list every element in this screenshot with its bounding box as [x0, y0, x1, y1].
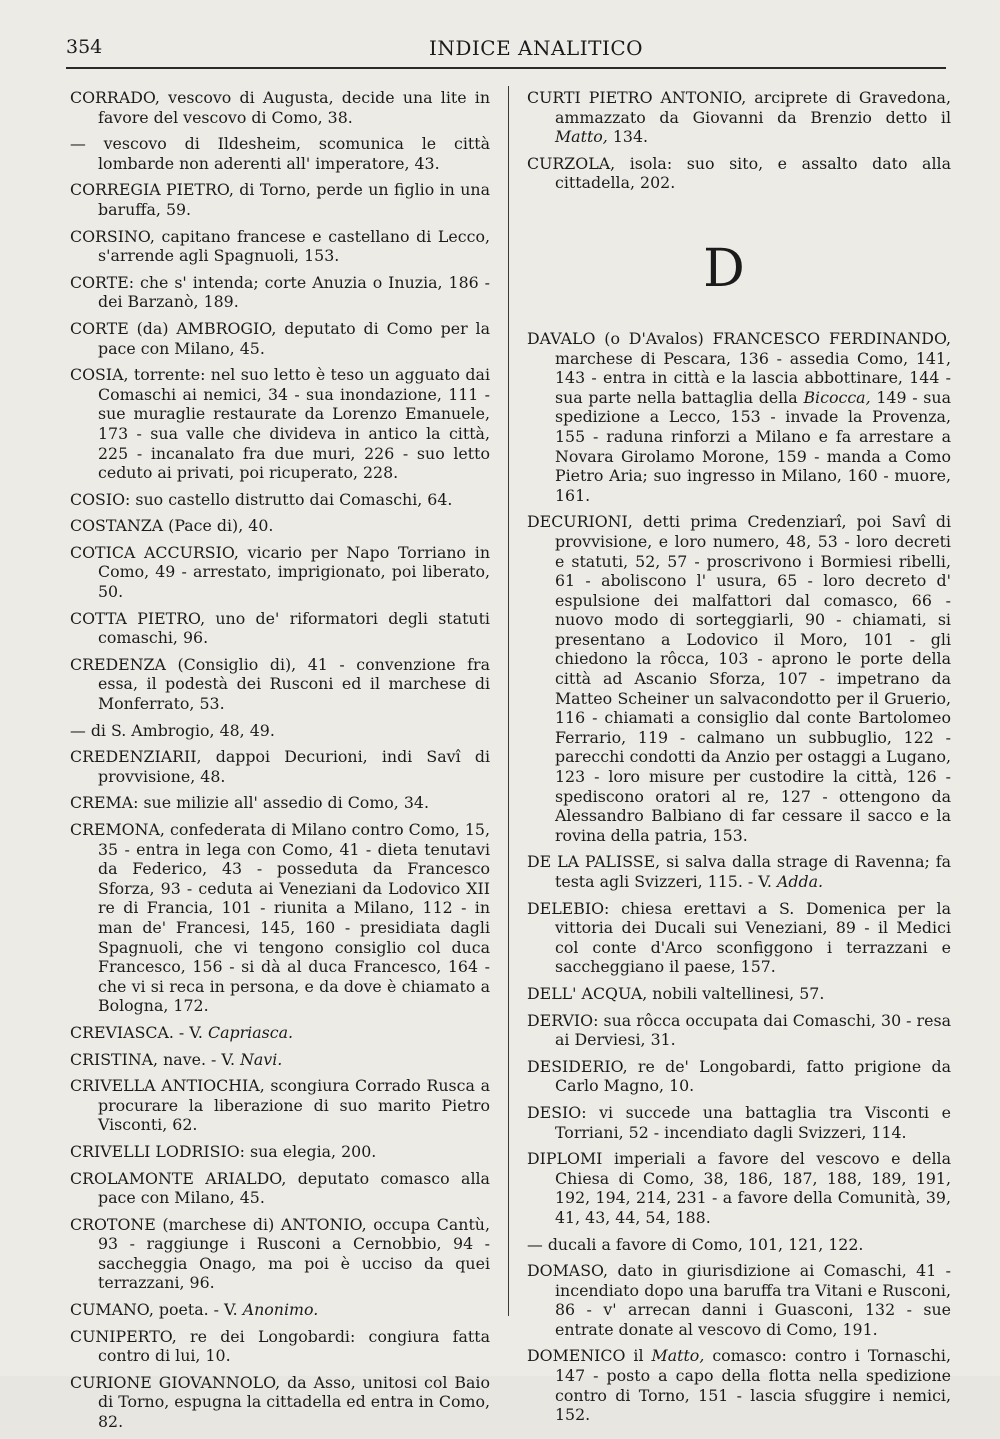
entry-head: DESIDERIO, — [527, 1056, 628, 1076]
section-letter: D — [703, 238, 745, 299]
page-header — [66, 36, 946, 68]
entry-italic: Anonimo. — [242, 1300, 319, 1320]
entry-text: di Torno, perde un figlio in una baruffa, 59. — [98, 180, 490, 219]
entry-text: uno de' riformatori degli statuti comaschi, 96. — [98, 608, 490, 648]
index-entry — [70, 134, 490, 173]
index-entry — [527, 1103, 951, 1142]
entry-text: si salva dalla strage di Ravenna; fa testa agli Svizzeri, 115. - V. — [555, 852, 951, 891]
index-entry — [70, 1142, 490, 1162]
entry-head: DELL' ACQUA, — [527, 983, 648, 1003]
entry-head: CREDENZIARII, — [70, 747, 202, 767]
index-entry — [527, 1057, 951, 1096]
index-entry — [70, 227, 490, 266]
index-entry — [527, 984, 951, 1004]
entry-text: sua rôcca occupata dai Comaschi, 30 - resa ai Derviesi, 31. — [555, 1010, 951, 1050]
entry-italic: Navi. — [240, 1049, 283, 1069]
entry-text: sue milizie all' assedio di Como, 34. — [138, 793, 429, 813]
index-entry — [70, 1169, 490, 1208]
entry-head: CORSINO, — [70, 226, 155, 246]
index-entry — [70, 1327, 490, 1366]
entry-head: — — [527, 1234, 543, 1254]
entry-head: DAVALO — [527, 328, 596, 348]
running-head: INDICE ANALITICO — [428, 36, 644, 60]
index-entry — [527, 1346, 951, 1424]
entry-tail: 134. — [607, 127, 649, 147]
entry-text: nobili valtellinesi, 57. — [647, 983, 825, 1003]
entry-italic: Matto, — [651, 1346, 705, 1366]
entry-head: DOMENICO — [527, 1346, 626, 1366]
column-divider — [508, 86, 509, 1316]
entry-text: di S. Ambrogio, 48, 49. — [85, 720, 275, 740]
entry-head: DOMASO, — [527, 1261, 609, 1281]
index-entry — [527, 1261, 951, 1339]
entry-text: imperiali a favore del vescovo e della Chiesa di Como, 38, 186, 187, 188, 189, 191, 192, 194, 214, 231 - a favore della Comunità, 39, 41, 43, 44, 54, 188. — [555, 1149, 951, 1227]
entry-head: DIPLOMI — [527, 1149, 603, 1169]
entry-text: deputato di Como per la pace con Milano, 45. — [98, 318, 490, 358]
entry-head: CROTONE — [70, 1214, 156, 1234]
index-entry — [527, 1011, 951, 1050]
index-entry — [70, 516, 490, 536]
index-entry — [70, 319, 490, 358]
entry-head: CREDENZA — [70, 654, 166, 674]
entry-head: CORRADO, — [70, 88, 160, 107]
index-entry — [70, 721, 490, 741]
entry-head: DELEBIO: — [527, 898, 610, 918]
entry-text: detti prima Credenziarî, poi Savî di provvisione, e loro numero, 48, 53 - loro decreti e statuti, 52, 57 - proscrivono i Bormiesi ribelli, 61 - aboliscono l' usura, 65 - loro decreto d' espulsione dei malfattori dal comasco, 66 - nuovo modo di sorteggiarli, 90 - chiamati, si presentano a Lodovico il Moro, 101 - gli chiedono la rôcca, 103 - aprono le porte della città ad Ascanio Sforza, 107 - impetrano da Matteo Scheiner un salvacondotto per il Gruerio, 116 - chiamati a consiglio dal conte Bartolomeo Ferrario, 119 - calmano un subbuglio, 122 - parecchi condotti da Anzio per ostaggi a Lugano, 123 - loro misure per custodire la città, 126 - spediscono oratori al re, 127 - ottengono da Alessandro Balbiano di far cessare il sacco e la rovina della patria, 153. — [555, 512, 951, 845]
right-column — [527, 88, 951, 1432]
entry-head: CROLAMONTE ARIALDO, — [70, 1168, 287, 1188]
entry-head: DECURIONI, — [527, 512, 633, 532]
entry-head: CREMA: — [70, 793, 139, 813]
entry-text: isola: suo sito, e assalto dato alla cittadella, 202. — [555, 153, 951, 193]
entry-text: confederata di Milano contro Como, 15, 35 - entra in lega con Como, 41 - dieta tenutavi da Federico, 43 - posseduta da Francesco Sforza, 93 - ceduta ai Veneziani da Lodovico XII re di Francia, 101 - riunita a Milano, 112 - in man de' Francesi, 145, 160 - presidiata dagli Spagnuoli, che vi tengono consiglio col duca Francesco, 156 - si dà al duca Francesco, 164 - che vi si reca in persona, e da dove è chiamato a Bologna, 172. — [98, 820, 490, 1016]
entry-text: da Asso, unitosi col Baio di Torno, espugna la cittadella ed entra in Como, 82. — [98, 1372, 490, 1432]
entry-head: CRIVELLA ANTIOCHIA, — [70, 1076, 265, 1096]
entry-head: DERVIO: — [527, 1010, 599, 1030]
index-entry — [70, 1373, 490, 1432]
index-entry — [70, 1300, 490, 1320]
left-column — [70, 88, 490, 1439]
entry-text: sua elegia, 200. — [244, 1141, 377, 1161]
entry-head: CRIVELLI LODRISIO: — [70, 1141, 245, 1161]
index-entry — [527, 512, 951, 845]
index-entry — [70, 1023, 490, 1043]
entry-text: arciprete di Gravedona, ammazzato da Giovanni da Brenzio detto il — [555, 88, 951, 127]
entry-text: re de' Longobardi, fatto prigione da Carlo Magno, 10. — [555, 1056, 951, 1096]
entry-head: CREMONA, — [70, 820, 165, 839]
entry-italic: Capriasca. — [207, 1022, 294, 1042]
index-entry — [70, 273, 490, 312]
index-entry — [70, 1076, 490, 1135]
entry-head: COTTA PIETRO, — [70, 608, 206, 628]
entry-text: nave. - V. — [158, 1049, 241, 1069]
entry-head: CURIONE GIOVANNOLO, — [70, 1372, 281, 1392]
entry-head: CURTI PIETRO ANTONIO, — [527, 88, 747, 107]
index-entry — [527, 852, 951, 891]
index-entry — [527, 88, 951, 147]
entry-text: suo castello distrutto dai Comaschi, 64. — [130, 489, 453, 509]
index-entry — [70, 1050, 490, 1070]
index-entry — [70, 609, 490, 648]
entry-head: CORREGIA PIETRO, — [70, 180, 234, 200]
entry-head: — — [70, 134, 86, 154]
index-entry — [70, 820, 490, 1016]
entry-text: (Consiglio di), 41 - convenzione fra essa, il podestà dei Rusconi ed il marchese di Monferrato, 53. — [98, 654, 490, 714]
entry-head: COSIA, — [70, 365, 129, 385]
entry-text: deputato comasco alla pace con Milano, 45. — [98, 1168, 490, 1208]
entry-text: dappoi Decurioni, indi Savî di provvisione, 48. — [98, 747, 490, 786]
entry-head: CORTE: — [70, 272, 135, 292]
entry-text: vescovo di Ildesheim, scomunica le città lombarde non aderenti all' imperatore, 43. — [85, 134, 490, 173]
entry-head: CREVIASCA. — [70, 1022, 174, 1042]
index-entry — [70, 365, 490, 483]
entry-head: CORTE (da) AMBROGIO, — [70, 318, 277, 338]
entry-head: CURZOLA, — [527, 153, 616, 173]
entry-head: COSIO: — [70, 489, 131, 509]
entry-head: DE LA PALISSE, — [527, 852, 661, 872]
entry-italic: Bicocca, — [803, 387, 871, 407]
entry-text: - V. — [173, 1022, 208, 1042]
entry-text: il — [625, 1346, 652, 1366]
entry-text: chiesa erettavi a S. Domenica per la vittoria dei Ducali sui Veneziani, 89 - il Medici col conte d'Arco sconfiggono i terrazzani e saccheggiano il paese, 157. — [555, 898, 951, 977]
entry-text: re dei Longobardi: congiura fatta contro di lui, 10. — [98, 1326, 490, 1366]
index-entry — [70, 747, 490, 786]
index-entry — [527, 899, 951, 977]
entry-head: DESIO: — [527, 1102, 587, 1122]
entry-text: poeta. - V. — [153, 1300, 243, 1320]
index-entry — [527, 154, 951, 193]
index-entry — [70, 490, 490, 510]
entry-text: che s' intenda; corte Anuzia o Inuzia, 186 - dei Barzanò, 189. — [98, 272, 490, 312]
entry-text: (Pace di), 40. — [163, 516, 274, 536]
entry-text: (marchese di) ANTONIO, occupa Cantù, 93 - raggiunge i Rusconi a Cernobbio, 94 - saccheggia Onago, ma poi è ucciso da quei terrazzani, 96. — [98, 1214, 490, 1293]
entry-text: torrente: nel suo letto è teso un agguato dai Comaschi ai nemici, 34 - sua inondazione, 111 - sue muraglie restaurate da Lorenzo Emanuele, 173 - sua valle che divideva in antico la città, 225 - incanalato fra due muri, 226 - suo letto ceduto ai privati, poi ricuperato, 228. — [98, 365, 490, 483]
entry-head: — — [70, 720, 86, 740]
entry-head: CUMANO, — [70, 1300, 154, 1320]
index-entry — [70, 180, 490, 219]
entry-text: scongiura Corrado Rusca a procurare la liberazione di suo marito Pietro Visconti, 62. — [98, 1076, 491, 1135]
index-entry — [70, 793, 490, 813]
index-entry — [527, 329, 951, 505]
index-entry — [70, 88, 490, 127]
entry-italic: Matto, — [555, 127, 608, 147]
entry-head: CRISTINA, — [70, 1049, 159, 1069]
index-entry — [70, 655, 490, 714]
page-number: 354 — [66, 36, 103, 58]
entry-italic: Adda. — [776, 872, 824, 891]
entry-text: dato in giurisdizione ai Comaschi, 41 - incendiato dopo una baruffa tra Vitani e Rusconi, 86 - v' arrecan danni i Guasconi, 132 - sue entrate donate al vescovo di Como, 191. — [555, 1261, 951, 1339]
index-entry — [70, 543, 490, 602]
index-entry — [70, 1215, 490, 1293]
entry-head: COSTANZA — [70, 516, 164, 536]
entry-text: vicario per Napo Torriano in Como, 49 - arrestato, imprigionato, poi liberato, 50. — [98, 542, 490, 602]
index-entry — [527, 1235, 951, 1255]
entry-tail: 149 - sua spedizione a Lecco, 153 - invade la Provenza, 155 - raduna rinforzi a Milano e fa arrestare a Novara Girolamo Morone, 159 - manda a Como Pietro Aria; suo ingresso in Milano, 160 - muore, 161. — [555, 387, 951, 505]
entry-head: COTICA ACCURSIO, — [70, 542, 239, 562]
entry-tail: comasco: contro i Tornaschi, 147 - posto a capo della flotta nella spedizione contro di Torno, 151 - lascia sfuggire i nemici, 152. — [555, 1346, 951, 1425]
entry-text: ducali a favore di Como, 101, 121, 122. — [542, 1234, 864, 1254]
entry-text: vi succede una battaglia tra Visconti e Torriani, 52 - incendiato dagli Svizzeri, 114. — [555, 1102, 951, 1142]
entry-head: CUNIPERTO, — [70, 1326, 177, 1346]
entry-text: vescovo di Augusta, decide una lite in favore del vescovo di Como, 38. — [98, 88, 490, 127]
entry-text: (o D'Avalos) FRANCESCO FERDINANDO, marchese di Pescara, 136 - assedia Como, 141, 143 - entra in città e la lascia abbottinare, 144 - sua parte nella battaglia della — [555, 328, 951, 407]
index-entry — [527, 1149, 951, 1227]
entry-text: capitano francese e castellano di Lecco, s'arrende agli Spagnuoli, 153. — [98, 226, 490, 266]
header-rule — [66, 67, 946, 69]
